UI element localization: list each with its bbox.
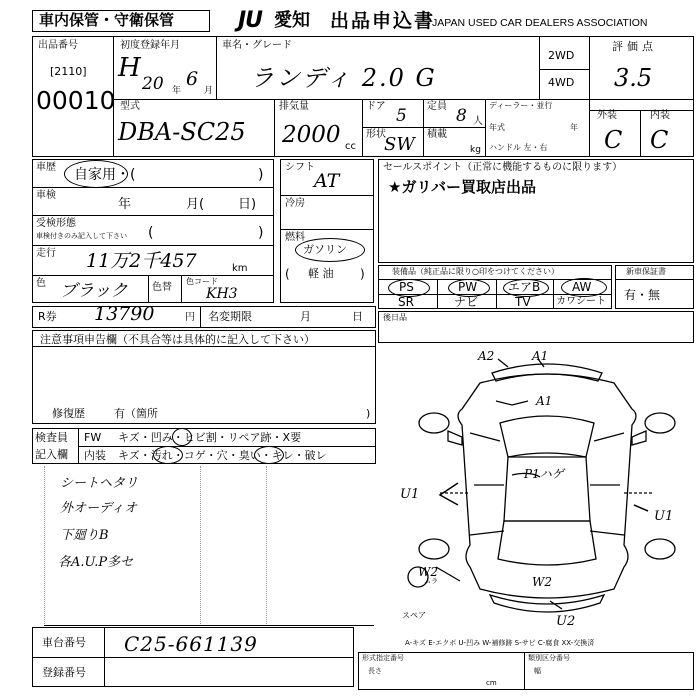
dealer-handle: ハンドル 左・右	[489, 143, 548, 152]
color-value: ブラック	[60, 281, 128, 301]
repair-label: 修復歴	[52, 407, 85, 420]
sales-point-label: セールスポイント（正常に機能するものに限ります）	[383, 162, 623, 173]
equip-navi: ナビ	[454, 295, 479, 309]
accept-open: (	[148, 225, 154, 241]
dealer-model-year: 年式	[489, 123, 505, 132]
model-label: 型式	[120, 101, 140, 112]
recycle-value: 13790	[94, 303, 155, 325]
note-line-3: 下廻りB	[60, 528, 109, 543]
form-title: 出品申込書	[330, 10, 436, 32]
note-line-1: シートヘタリ	[60, 476, 139, 491]
history-value: 自家用・(	[74, 167, 136, 183]
inspector-label: 検査員	[35, 431, 68, 444]
interior-label: 内装	[650, 110, 670, 121]
dealer-parallel: ディーラー・並行	[489, 101, 553, 110]
inspection-day: 日)	[238, 197, 257, 212]
lot-bracket: [2110]	[50, 65, 87, 78]
score-value: 3.5	[614, 64, 653, 92]
color-code-label: 色コード	[186, 277, 218, 286]
inspection-month: 月(	[186, 197, 205, 212]
inspector-interior: 内装	[84, 449, 106, 462]
dent-circle	[172, 428, 192, 446]
note-line-2: 外オーディオ	[60, 501, 137, 516]
shift-value: AT	[314, 170, 340, 192]
fuel-close: )	[360, 267, 365, 281]
mileage-label: 走行	[36, 248, 56, 259]
aircon-label: 冷房	[285, 198, 305, 209]
load-unit: kg	[470, 145, 481, 155]
notes-label: 注意事項申告欄（不具合等は具体的に記入して下さい）	[40, 333, 315, 346]
equip-ps: PS	[399, 280, 414, 294]
damage-p1: P1ハゲ	[524, 467, 564, 481]
damage-a1-front: A1	[532, 349, 549, 363]
inspection-label: 車検	[36, 190, 56, 201]
history-close: )	[258, 167, 264, 183]
exterior-grade: C	[604, 126, 623, 154]
displacement-label: 排気量	[279, 101, 309, 112]
first-reg-era: H	[118, 53, 141, 83]
warranty-label: 新車保証書	[626, 267, 666, 276]
association-name: JAPAN USED CAR DEALERS ASSOCIATION	[432, 17, 648, 29]
capacity-unit: 人	[473, 116, 483, 127]
mileage-unit: km	[232, 263, 248, 274]
damage-u2: U2	[556, 614, 576, 629]
stain-circle	[153, 446, 183, 464]
inspector-entry-label: 記入欄	[35, 448, 68, 461]
car-damage-diagram	[400, 345, 694, 637]
chassis-value: C25-661139	[124, 632, 258, 656]
car-name-value: ランディ 2.0 G	[250, 64, 437, 92]
fuel-diesel: 軽 油	[308, 267, 334, 280]
fuel-gasoline: ガソリン	[303, 243, 347, 256]
spare-label: スペア	[402, 611, 426, 620]
brand-name: 愛知	[274, 10, 310, 31]
repair-close: )	[366, 407, 371, 420]
lot-number: 00010	[36, 86, 116, 115]
first-reg-year-unit: 年	[172, 86, 182, 96]
inspector-fw-text: キズ・凹み・ヒビ割・リペア跡・X要	[118, 431, 302, 444]
equip-sr: SR	[398, 295, 414, 309]
name-change-day: 日	[352, 310, 363, 323]
color-code-value: KH3	[206, 286, 238, 302]
fuel-label: 燃料	[285, 232, 305, 243]
capacity-label: 定員	[427, 101, 447, 112]
sales-point-block	[378, 159, 694, 263]
shift-label: シフト	[285, 162, 315, 173]
damage-u1-left: U1	[400, 487, 420, 502]
name-change-month: 月	[300, 310, 311, 323]
drive-2wd: 2WD	[548, 49, 575, 62]
capacity-value: 8	[456, 106, 467, 126]
damage-legend: A-キズ E-エクボ U-凹み W-補修跡 S-サビ C-腐食 XX-交換済	[405, 639, 595, 647]
shape-value: SW	[384, 134, 415, 155]
type-designation-block	[358, 652, 694, 690]
color-label: 色	[36, 278, 46, 289]
recycle-label: R券	[38, 310, 57, 323]
drive-4wd: 4WD	[548, 76, 575, 89]
mileage-value: 11万2千457	[86, 250, 197, 272]
inspector-interior-text: キズ・汚れ・コゲ・穴・臭い・キレ・破レ	[118, 449, 327, 462]
equipment-label: 装備品（純正品に限り○印をつけてください）	[392, 267, 559, 276]
load-label: 積載	[427, 129, 447, 140]
exterior-label: 外装	[597, 110, 617, 121]
accept-note: 車検付きのみ記入して下さい	[36, 232, 127, 240]
width-label: 幅	[534, 667, 541, 675]
doors-label: ドア	[366, 101, 386, 112]
registration-label: 登録番号	[42, 666, 86, 679]
repair-value: 有（箇所	[114, 407, 158, 420]
model-value: DBA-SC25	[118, 118, 246, 146]
equip-airbag: エアB	[508, 280, 541, 294]
first-reg-label: 初度登録年月	[120, 40, 180, 51]
damage-w2-left: W2	[418, 565, 438, 579]
damage-w2-rear: W2	[532, 575, 552, 589]
note-line-4: 各A.U.P多セ	[58, 555, 134, 570]
damage-a2: A2	[478, 349, 495, 363]
type-designation-label: 形式指定番号	[362, 654, 404, 662]
dealer-year-unit: 年	[570, 123, 578, 132]
name-change-label: 名変期限	[208, 310, 252, 323]
shape-label: 形状	[366, 129, 386, 140]
damage-w2-sub: ムラ	[424, 577, 438, 585]
warranty-value: 有・無	[624, 288, 661, 302]
equip-aw: AW	[572, 280, 592, 294]
accept-label: 受検形態	[36, 218, 76, 229]
length-label: 長さ	[368, 667, 382, 675]
equip-tv: TV	[515, 295, 531, 309]
recycle-block	[32, 303, 376, 328]
history-label: 車歴	[36, 162, 56, 173]
chassis-label: 車台番号	[42, 636, 86, 649]
damage-u1-right: U1	[654, 509, 674, 524]
car-name-label: 車名・グレード	[222, 40, 292, 51]
inspection-year: 年	[118, 197, 132, 212]
sales-point-value: ★ガリバー買取店出品	[388, 178, 536, 196]
doors-value: 5	[396, 106, 407, 126]
odor-circle	[254, 446, 284, 464]
displacement-value: 2000	[282, 122, 341, 148]
color-changed-label: 色替	[152, 282, 172, 293]
post-fit-block	[378, 311, 694, 343]
post-fit-label: 後日品	[383, 313, 407, 322]
lot-label: 出品番号	[38, 40, 78, 51]
recycle-unit: 円	[185, 312, 195, 323]
classification-label: 類別区分番号	[528, 654, 570, 662]
fuel-open: (	[285, 267, 290, 281]
interior-grade: C	[650, 126, 669, 154]
storage-badge-text: 車内保管・守衛保管	[39, 11, 175, 29]
accept-close: )	[258, 225, 264, 241]
inspector-fw: FW	[84, 431, 102, 444]
damage-a1-hood: A1	[536, 394, 553, 408]
equip-power-seat: カワシート	[556, 296, 606, 307]
first-reg-year: 20	[142, 74, 164, 94]
first-reg-month: 6	[186, 68, 199, 90]
displacement-unit: cc	[345, 141, 356, 152]
length-unit: cm	[486, 679, 497, 687]
ju-logo: JU	[238, 8, 263, 33]
score-label: 評価点	[612, 40, 657, 53]
first-reg-month-unit: 月	[204, 86, 214, 96]
equip-pw: PW	[458, 280, 478, 294]
